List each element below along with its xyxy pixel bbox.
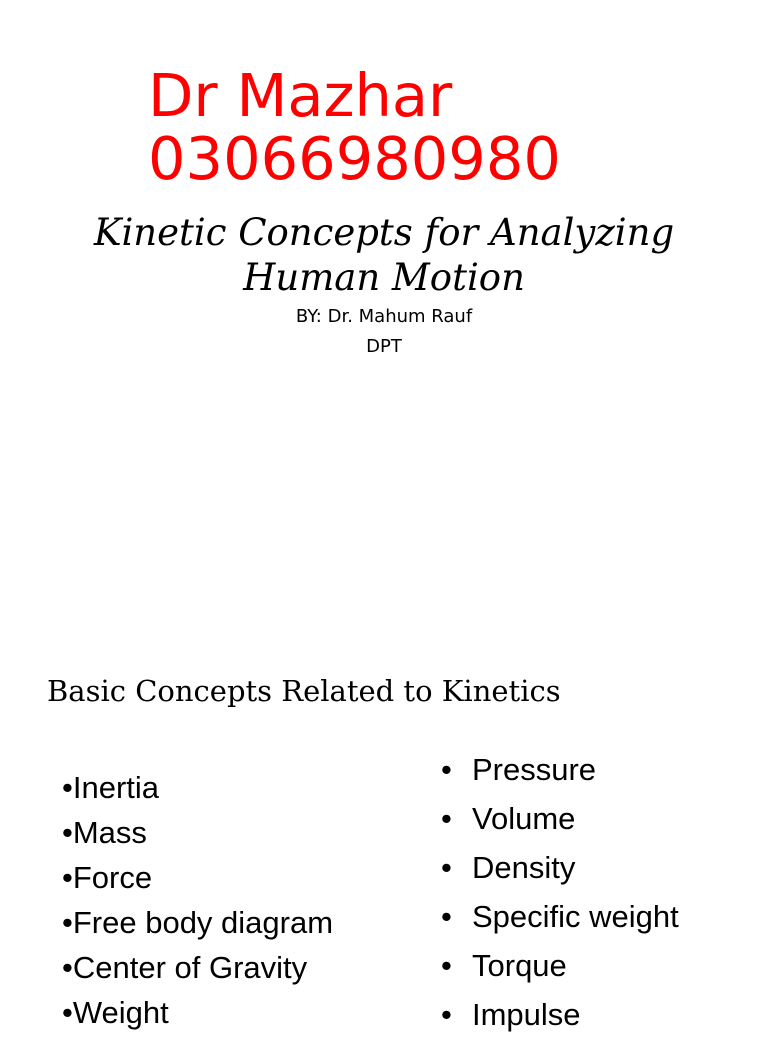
slide-title-line-2: Human Motion [243, 256, 525, 299]
section-heading: Basic Concepts Related to Kinetics [47, 674, 561, 708]
bullet: • [62, 995, 73, 1030]
list-item [62, 945, 333, 990]
list-item [62, 990, 333, 1035]
list-item [441, 892, 679, 941]
bullet: • [62, 770, 73, 805]
slide-title-line-1: Kinetic Concepts for Analyzing [93, 211, 675, 254]
bullet: • [441, 997, 452, 1032]
list-item-label: Volume [472, 801, 576, 836]
list-item [441, 990, 679, 1039]
list-item [441, 794, 679, 843]
bullet: • [441, 948, 452, 983]
author-line: BY: Dr. Mahum Rauf [295, 306, 473, 327]
concepts-list-right [441, 745, 679, 1039]
bullet: • [441, 850, 452, 885]
list-item-label: Weight [72, 995, 169, 1030]
list-item [62, 855, 333, 900]
bullet: • [62, 905, 73, 940]
list-item-label: Torque [472, 948, 567, 983]
list-item-label: Force [72, 860, 153, 895]
bullet: • [62, 860, 73, 895]
concepts-list-left [62, 765, 333, 1035]
presenter-phone: 03066980980 [148, 124, 561, 193]
degree-line: DPT [366, 336, 402, 357]
list-item-label: Inertia [72, 770, 160, 805]
list-item [62, 810, 333, 855]
bullet: • [441, 801, 452, 836]
slide-title [0, 210, 768, 300]
list-item [62, 900, 333, 945]
presenter-name: Dr Mazhar [148, 61, 453, 130]
list-item-label: Impulse [472, 997, 581, 1032]
list-item-label: Mass [72, 815, 147, 850]
bullet: • [62, 950, 73, 985]
list-item [441, 745, 679, 794]
list-item-label: Pressure [472, 752, 597, 787]
list-item-label: Center of Gravity [72, 950, 308, 985]
list-item-label: Specific weight [472, 899, 679, 934]
list-item [441, 843, 679, 892]
bullet: • [62, 815, 73, 850]
bullet: • [441, 752, 452, 787]
list-item-label: Free body diagram [72, 905, 334, 940]
list-item [441, 941, 679, 990]
bullet: • [441, 899, 452, 934]
list-item [62, 765, 333, 810]
list-item-label: Density [472, 850, 576, 885]
